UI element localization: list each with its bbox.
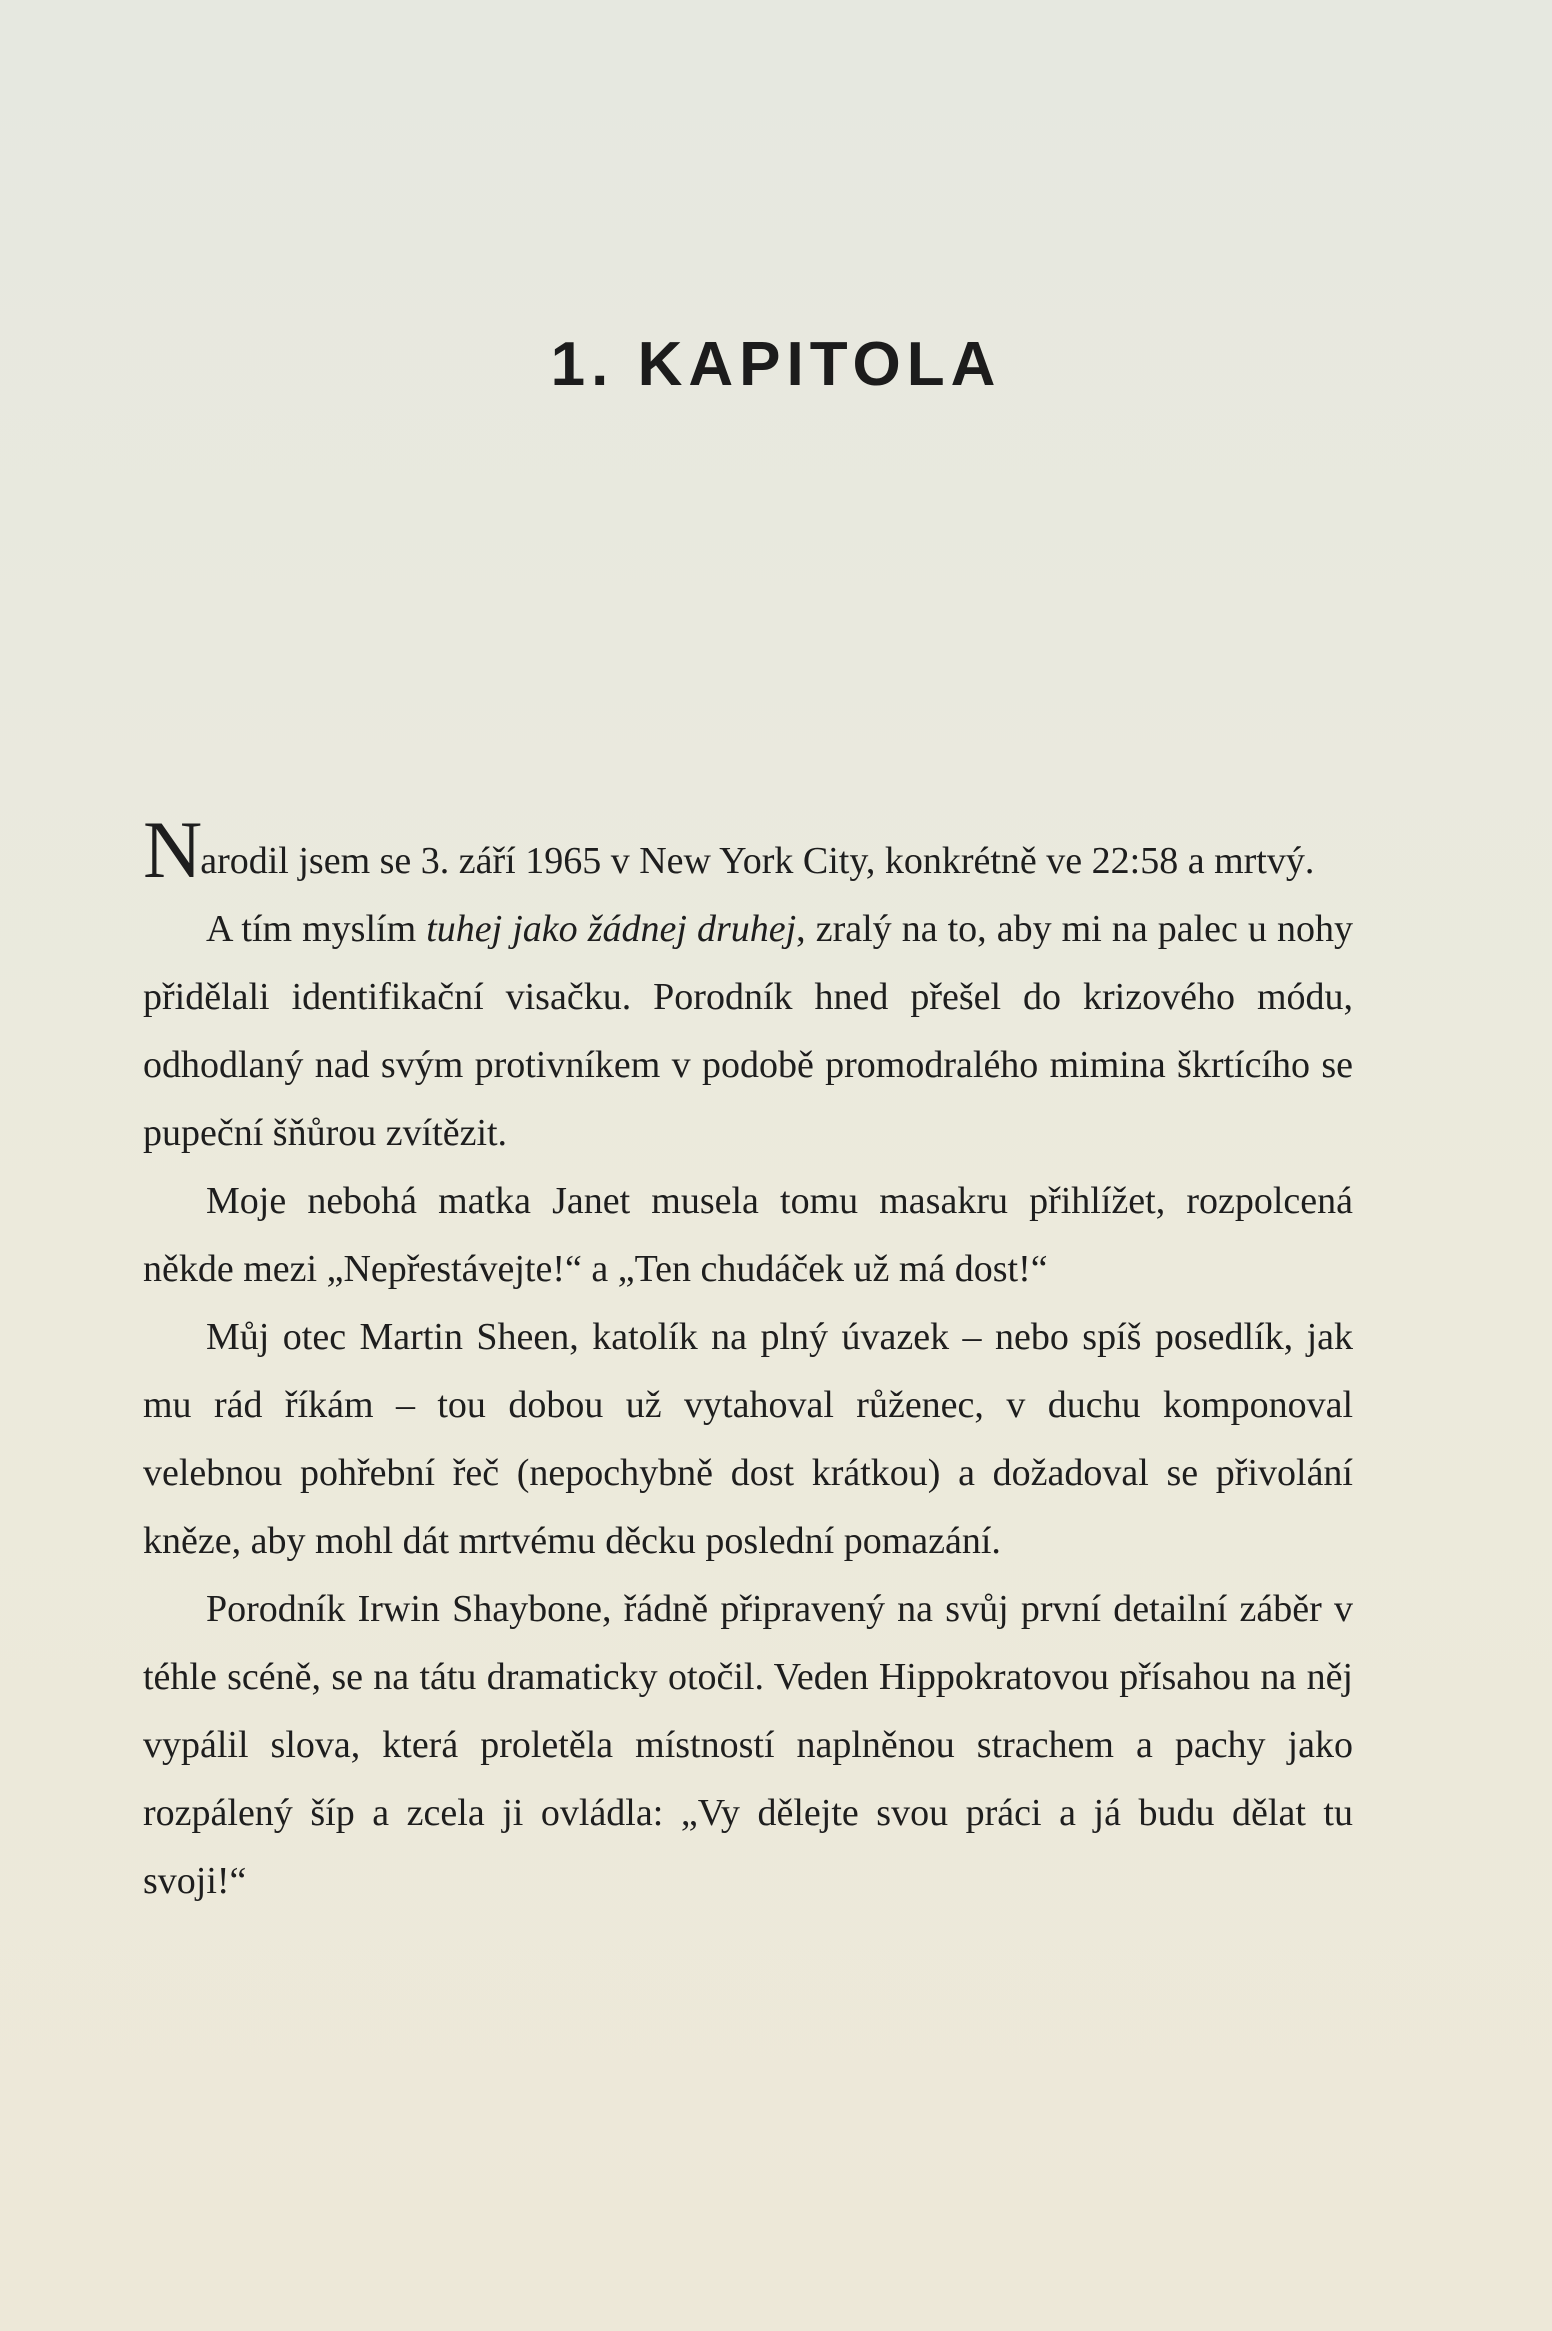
paragraph-1 bbox=[143, 804, 1353, 895]
paragraph-2 bbox=[143, 895, 1353, 1167]
paragraph-4: Můj otec Martin Sheen, katolík na plný úvazek – nebo spíš posedlík, jak mu rád říkám – tou dobou už vytahoval růženec, v duchu komponoval velebnou pohřební řeč (nepochybně dost krátkou) a dožadoval se přivolání kněze, aby mohl dát mrtvému děcku poslední pomazání. bbox=[143, 1316, 1353, 1562]
chapter-body bbox=[143, 804, 1353, 1915]
drop-cap: N bbox=[143, 804, 201, 895]
paragraph-5: Porodník Irwin Shaybone, řádně připravený na svůj první detailní záběr v téhle scéně, se na tátu dramaticky otočil. Veden Hippokratovou přísahou na něj vypálil slova, která proletěla místností naplněnou strachem a pachy jako rozpálený šíp a zcela ji ovládla: „Vy dělejte svou práci a já budu dělat tu svoji!“ bbox=[143, 1588, 1353, 1902]
paragraph-3: Moje nebohá matka Janet musela tomu masakru přihlížet, rozpolcená někde mezi „Nepřestávejte!“ a „Ten chudáček už má dost!“ bbox=[143, 1180, 1353, 1290]
chapter-title: 1. KAPITOLA bbox=[550, 330, 1002, 399]
paragraph-2-text-before: A tím myslím bbox=[206, 908, 427, 950]
paragraph-2-text-after: , zralý na to, aby mi na palec u nohy přidělali identifikační visačku. Porodník hned přešel do krizového módu, odhodlaný nad svým protivníkem v podobě promodralého mimina škrtícího se pupeční šňůrou zvítězit. bbox=[143, 908, 1353, 1154]
paragraph-1-text: arodil jsem se 3. září 1965 v New York City, konkrétně ve 22:58 a mrtvý. bbox=[200, 840, 1315, 882]
paragraph-2-emphasis: tuhej jako žádnej druhej bbox=[426, 908, 797, 950]
